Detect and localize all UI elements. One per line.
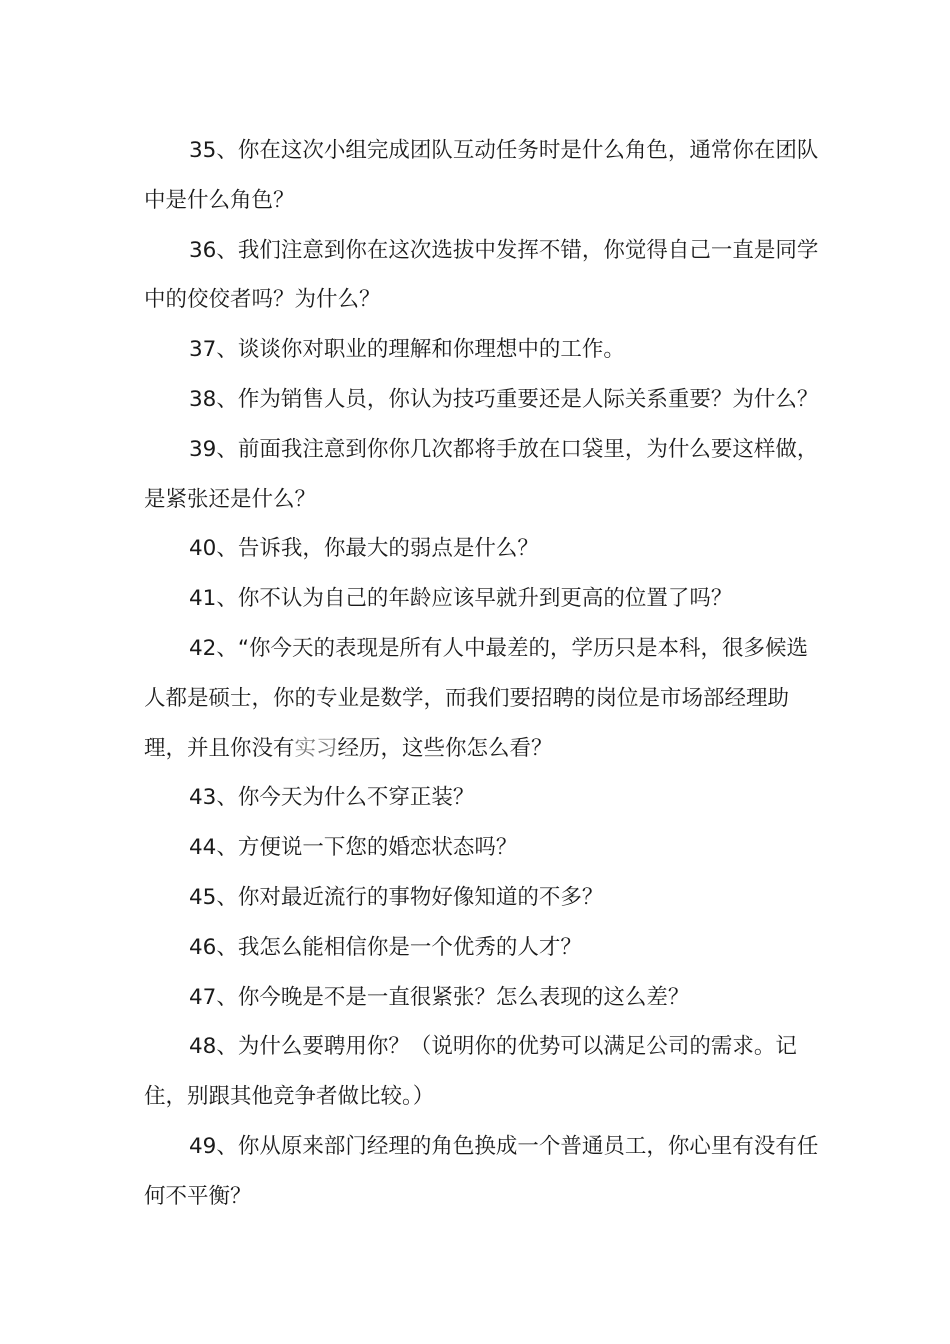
question-list bbox=[144, 126, 824, 1222]
highlighted-word: 实习 bbox=[294, 735, 338, 761]
question-40: 40、告诉我，你最大的弱点是什么？ bbox=[189, 536, 539, 562]
question-36: 36、我们注意到你在这次选拔中发挥不错，你觉得自己一直是同学中的佼佼者吗？为什么？ bbox=[144, 237, 819, 313]
question-49: 49、你从原来部门经理的角色换成一个普通员工，你心里有没有任何不平衡？ bbox=[144, 1133, 819, 1209]
question-37: 37、谈谈你对职业的理解和你理想中的工作。 bbox=[189, 337, 625, 363]
question-46: 46、我怎么能相信你是一个优秀的人才？ bbox=[189, 934, 582, 960]
question-44: 44、方便说一下您的婚恋状态吗？ bbox=[189, 835, 518, 861]
question-48: 48、为什么要聘用你？（说明你的优势可以满足公司的需求。记住，别跟其他竞争者做比较。） bbox=[144, 1034, 797, 1110]
question-47: 47、你今晚是不是一直很紧张？怎么表现的这么差？ bbox=[189, 984, 690, 1010]
question-45: 45、你对最近流行的事物好像知道的不多？ bbox=[189, 884, 604, 910]
question-42-text-start: 42、“你今天的表现是所有人中最差的，学历只是本科，很多候选人都是硕士，你的专业是数学，而我们要招聘的岗位是市场部经理助理，并且你没有 bbox=[144, 635, 808, 761]
question-35: 35、你在这次小组完成团队互动任务时是什么角色，通常你在团队中是什么角色？ bbox=[144, 138, 819, 213]
question-41: 41、你不认为自己的年龄应该早就升到更高的位置了吗？ bbox=[189, 586, 733, 612]
question-38: 38、作为销售人员，你认为技巧重要还是人际关系重要？为什么？ bbox=[189, 386, 819, 412]
question-43: 43、你今天为什么不穿正装？ bbox=[189, 785, 475, 811]
question-42 bbox=[144, 624, 824, 773]
question-42-text-end: 经历，这些你怎么看？ bbox=[337, 735, 553, 761]
question-39: 39、前面我注意到你你几次都将手放在口袋里，为什么要这样做，是紧张还是什么？ bbox=[144, 436, 819, 512]
